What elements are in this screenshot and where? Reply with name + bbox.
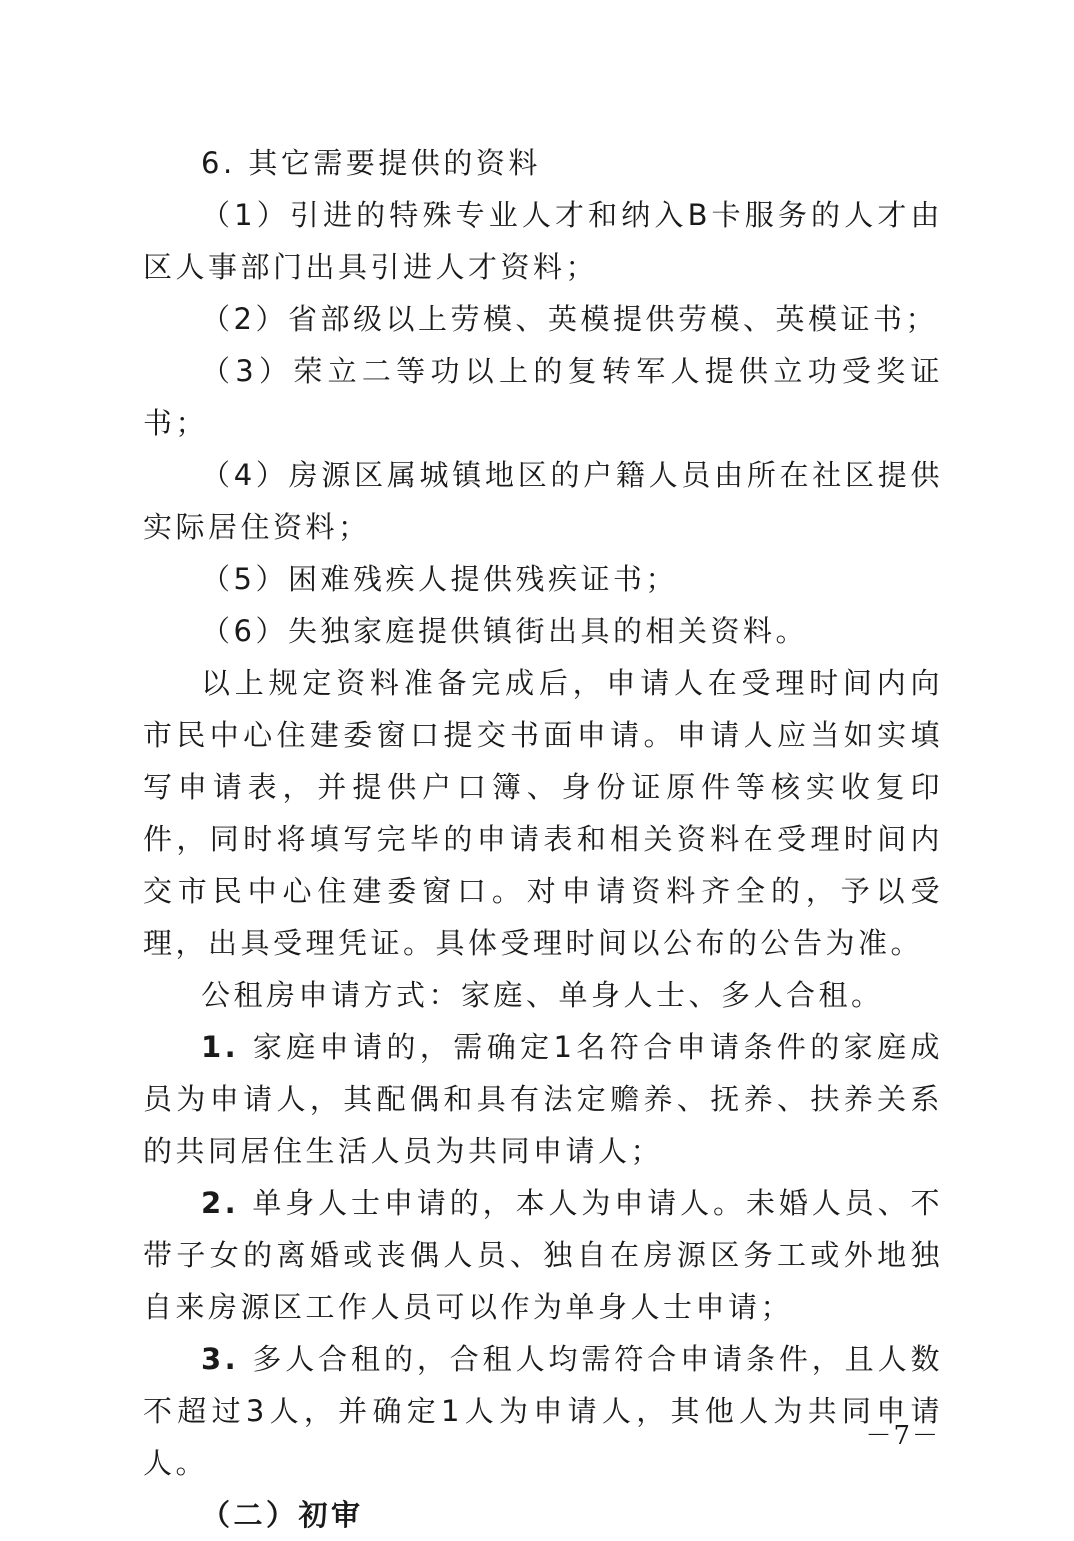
list-item-5: （5）困难残疾人提供残疾证书； xyxy=(201,562,678,596)
method-number: 3. xyxy=(201,1342,240,1376)
method-text: 家庭申请的，需确定1名符合申请条件的家庭成员为申请人，其配偶和具有法定赡养、抚养、扶养关系的共同居住生活人员为共同申请人； xyxy=(143,1030,943,1168)
page-number: －7－ xyxy=(865,1421,940,1451)
application-paragraph: 以上规定资料准备完成后，申请人在受理时间内向市民中心住建委窗口提交书面申请。申请人应当如实填写申请表，并提供户口簿、身份证原件等核实收复印件，同时将填写完毕的申请表和相关资料在受理时间内交市民中心住建委窗口。对申请资料齐全的，予以受理，出具受理凭证。具体受理时间以公布的公告为准。 xyxy=(143,666,943,960)
method-family xyxy=(143,1021,943,1177)
document-body xyxy=(143,137,943,1541)
method-number: 1. xyxy=(201,1030,240,1064)
method-single xyxy=(143,1177,943,1333)
list-item-4: （4）房源区属城镇地区的户籍人员由所在社区提供实际居住资料； xyxy=(143,458,943,544)
list-item-1: （1）引进的特殊专业人才和纳入B卡服务的人才由区人事部门出具引进人才资料； xyxy=(143,198,943,284)
method-number: 2. xyxy=(201,1186,240,1220)
list-item-3: （3）荣立二等功以上的复转军人提供立功受奖证书； xyxy=(143,354,943,440)
method-text: 多人合租的，合租人均需符合申请条件，且人数不超过3人，并确定1人为申请人，其他人为共同申请人。 xyxy=(143,1342,943,1480)
item-heading-6: 6. 其它需要提供的资料 xyxy=(201,146,541,180)
method-text: 单身人士申请的，本人为申请人。未婚人员、不带子女的离婚或丧偶人员、独自在房源区务工或外地独自来房源区工作人员可以作为单身人士申请； xyxy=(143,1186,943,1324)
list-item-6: （6）失独家庭提供镇街出具的相关资料。 xyxy=(201,614,808,648)
method-shared xyxy=(143,1333,943,1489)
section-heading: （二）初审 xyxy=(201,1498,364,1532)
list-item-2: （2）省部级以上劳模、英模提供劳模、英模证书； xyxy=(201,302,938,336)
application-methods: 公租房申请方式：家庭、单身人士、多人合租。 xyxy=(201,978,884,1012)
